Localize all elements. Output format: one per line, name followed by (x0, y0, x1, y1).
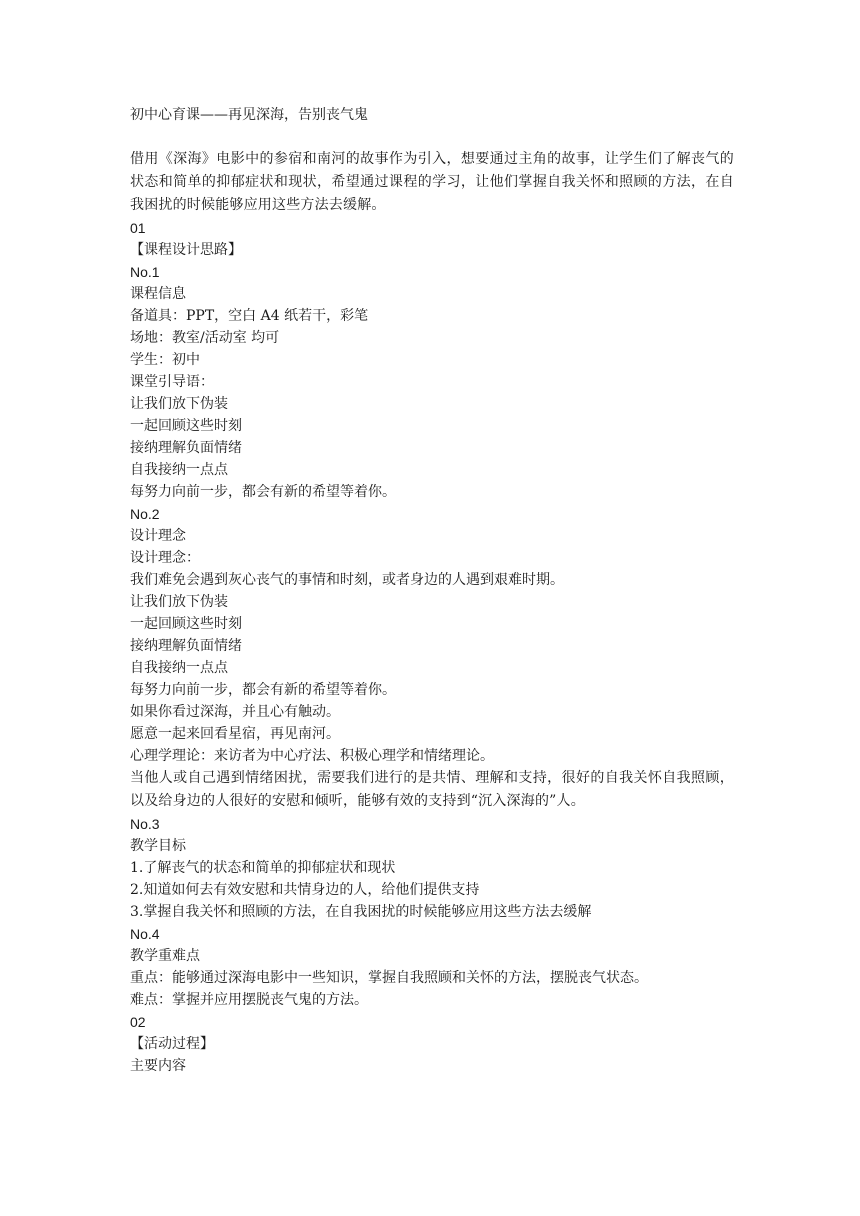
concept-line: 自我接纳一点点 (130, 660, 228, 676)
part-title-teaching-goals: 教学目标 (130, 838, 186, 854)
support-paragraph: 当他人或自己遇到情绪困扰，需要我们进行的是共情、理解和支持，很好的自我关怀自我照顾，以及给身边的人很好的安慰和倾听，能够有效的支持到“沉入深海的”人。 (130, 770, 734, 809)
blank-line (130, 126, 734, 148)
guide-line: 自我接纳一点点 (130, 462, 228, 478)
goal-item: 1.了解丧气的状态和简单的抑郁症状和现状 (130, 860, 396, 876)
intro-paragraph: 借用《深海》电影中的参宿和南河的故事作为引入，想要通过主角的故事，让学生们了解丧气的状态和简单的抑郁症状和现状，希望通过课程的学习，让他们掌握自我关怀和照顾的方法，在自我困扰的时候能够应用这些方法去缓解。 (130, 151, 734, 213)
section-number-02: 02 (130, 1014, 146, 1030)
main-content-label: 主要内容 (130, 1058, 186, 1074)
guide-line: 让我们放下伪装 (130, 396, 228, 412)
concept-line: 如果你看过深海，并且心有触动。 (130, 704, 340, 720)
part-title-design-concept: 设计理念 (130, 528, 186, 544)
goal-item: 3.掌握自我关怀和照顾的方法，在自我困扰的时候能够应用这些方法去缓解 (130, 904, 592, 920)
part-number-3: No.3 (130, 816, 160, 832)
concept-line: 一起回顾这些时刻 (130, 616, 242, 632)
venue-line: 场地：教室/活动室 均可 (130, 330, 280, 346)
students-line: 学生：初中 (130, 352, 200, 368)
concept-line: 让我们放下伪装 (130, 594, 228, 610)
section-heading-design: 【课程设计思路】 (130, 242, 242, 258)
part-title-key-points: 教学重难点 (130, 948, 200, 964)
concept-line: 愿意一起来回看星宿，再见南河。 (130, 726, 340, 742)
part-number-1: No.1 (130, 264, 160, 280)
part-number-4: No.4 (130, 926, 160, 942)
guide-line: 每努力向前一步，都会有新的希望等着你。 (130, 484, 396, 500)
part-number-2: No.2 (130, 506, 160, 522)
concept-line: 每努力向前一步，都会有新的希望等着你。 (130, 682, 396, 698)
guide-line: 接纳理解负面情绪 (130, 440, 242, 456)
guide-line: 一起回顾这些时刻 (130, 418, 242, 434)
props-line: 备道具：PPT，空白 A4 纸若干，彩笔 (130, 308, 369, 324)
concept-line: 接纳理解负面情绪 (130, 638, 242, 654)
concept-line: 心理学理论：来访者为中心疗法、积极心理学和情绪理论。 (130, 748, 494, 764)
goal-item: 2.知道如何去有效安慰和共情身边的人，给他们提供支持 (130, 882, 480, 898)
key-point-line: 重点：能够通过深海电影中一些知识，掌握自我照顾和关怀的方法，摆脱丧气状态。 (130, 970, 648, 986)
section-number-01: 01 (130, 220, 146, 236)
guide-label: 课堂引导语： (130, 374, 214, 390)
document-page (130, 104, 734, 1077)
difficulty-line: 难点：掌握并应用摆脱丧气鬼的方法。 (130, 992, 368, 1008)
part-title-course-info: 课程信息 (130, 286, 186, 302)
document-title: 初中心育课——再见深海，告别丧气鬼 (130, 107, 368, 123)
section-heading-activity: 【活动过程】 (130, 1036, 214, 1052)
design-concept-label: 设计理念： (130, 550, 200, 566)
concept-line: 我们难免会遇到灰心丧气的事情和时刻，或者身边的人遇到艰难时期。 (130, 572, 564, 588)
